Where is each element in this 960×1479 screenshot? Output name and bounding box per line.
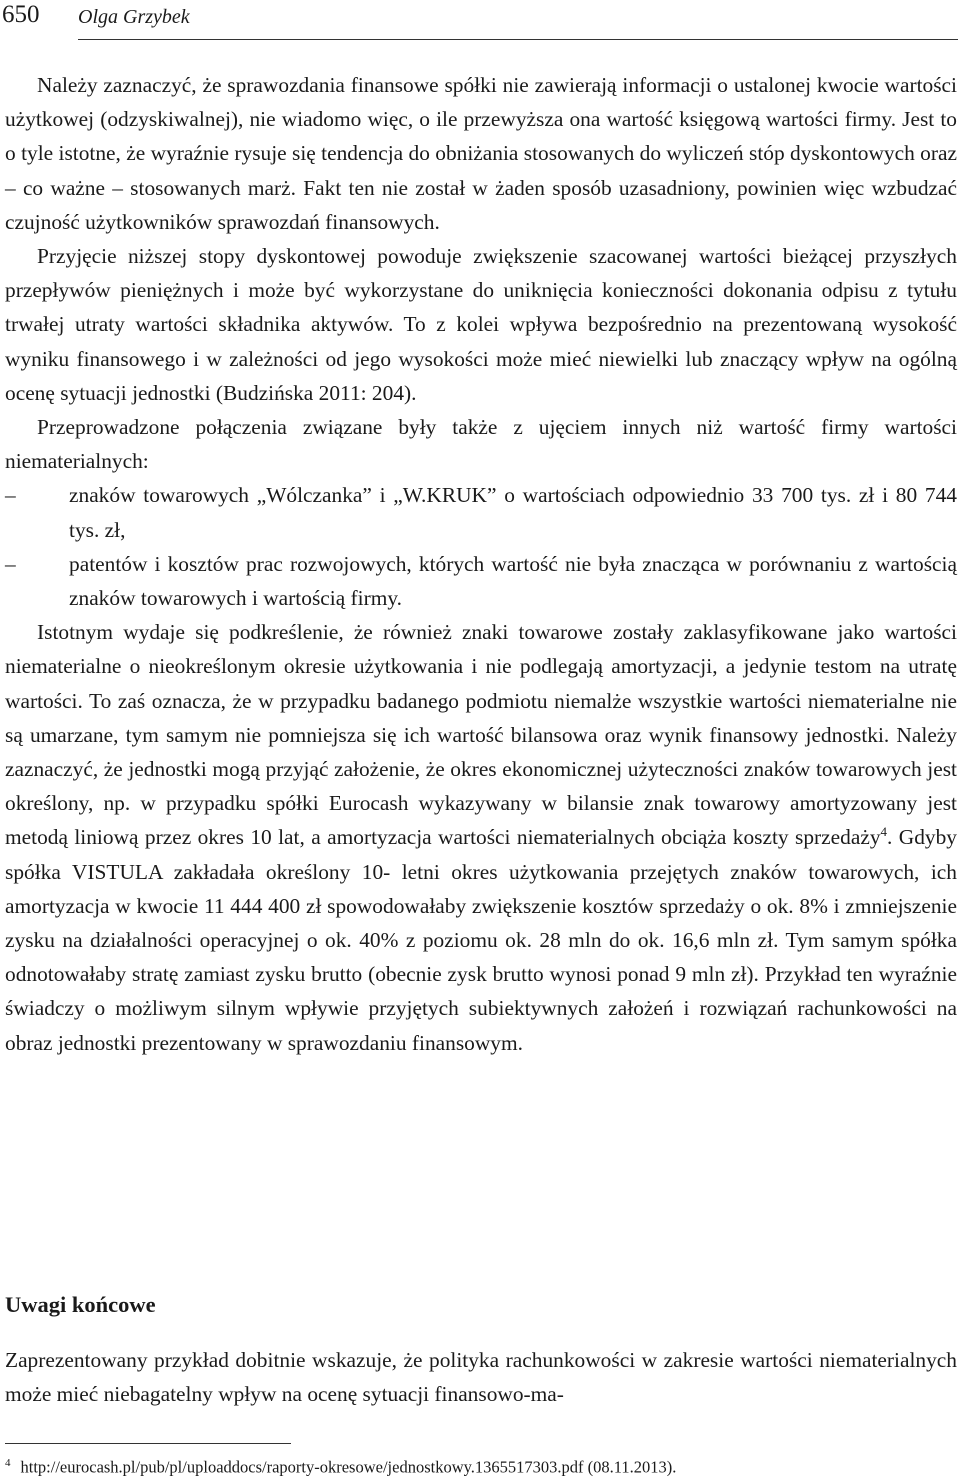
footnote-reference[interactable]: 4 (880, 824, 888, 840)
paragraph: Zaprezentowany przykład dobitnie wskazuje, że polityka rachunkowości w zakresie wartości niematerialnych może mieć niebagatelny wpływ na ocenę sytuacji finansowo-ma- (5, 1348, 957, 1407)
page-header (0, 0, 960, 40)
footnote-url[interactable]: http://eurocash.pl/pub/pl/uploaddocs/raporty-okresowe/jednostkowy.1365517303.pdf (08.11.2013). (20, 1457, 677, 1477)
header-rule (78, 39, 958, 40)
list-item (5, 478, 957, 546)
paragraph (5, 615, 957, 1060)
running-head-author: Olga Grzybek (78, 6, 190, 28)
paragraph: Przyjęcie niższej stopy dyskontowej powoduje zwiększenie szacowanej wartości bieżącej przyszłych przepływów pieniężnych i może być wykorzystane do uniknięcia konieczności dokonania odpisu z tytułu trwałej utraty wartości składnika aktywów. To z kolei wpływa bezpośrednio na prezentowaną wysokość wyniku finansowego i w zależności od jego wysokości może mieć niewielki lub znaczący wpływ na ogólną ocenę sytuacji jednostki (Budzińska 2011: 204). (5, 244, 957, 405)
section-title: Uwagi końcowe (5, 1292, 156, 1317)
section-text (5, 1343, 957, 1411)
footnote-number: 4 (5, 1457, 11, 1469)
list-item-text: znaków towarowych „Wólczanka” i „W.KRUK” o wartościach odpowiednio 33 700 tys. zł i 80 744 tys. zł, (69, 483, 957, 542)
list-item-text: patentów i kosztów prac rozwojowych, których wartość nie była znacząca w porównaniu z wartością znaków towarowych i wartością firmy. (69, 551, 957, 611)
list-dash: – (5, 483, 16, 508)
page-number: 650 (2, 1, 40, 28)
footnote-rule (5, 1443, 291, 1444)
list-item (5, 547, 957, 615)
intangible-assets-list (5, 478, 957, 615)
paragraph: Należy zaznaczyć, że sprawozdania finansowe spółki nie zawierają informacji o ustalonej kwocie wartości użytkowej (odzyskiwalnej), nie wiadomo więc, o ile przewyższa ona wartość księgową wartości firmy. Jest to o tyle istotne, że wyraźnie rysuje się tendencja do obniżania stosowanych do wyliczeń stóp dyskontowych oraz – co ważne – stosowanych marż. Fakt ten nie został w żaden sposób uzasadniony, powinien więc wzbudzać czujność użytkowników sprawozdań finansowych. (5, 73, 957, 234)
footnote (5, 1452, 955, 1479)
paragraph: Przeprowadzone połączenia związane były także z ujęciem innych niż wartość firmy wartości niematerialnych: (5, 415, 957, 474)
paragraph-text: Istotnym wydaje się podkreślenie, że również znaki towarowe zostały zaklasyfikowane jako wartości niematerialne o nieokreślonym okresie użytkowania i nie podlegają amortyzacji, a jedynie testom na utratę wartości. To zaś oznacza, że w przypadku badanego podmiotu niemalże wszystkie wartości niematerialne nie są umarzane, tym samym nie pomniejsza się ich wartość bilansowa oraz wynik finansowy jednostki. Należy zaznaczyć, że jednostki mogą przyjąć założenie, że okres ekonomicznej użyteczności znaków towarowych jest określony, np. w przypadku spółki Eurocash wykazywany w bilansie znak towarowy amortyzowany jest metodą liniową przez okres 10 lat, a amortyzacja wartości niematerialnych obciąża koszty sprzedaży (5, 620, 957, 850)
paragraph-text: . Gdyby spółka VISTULA zakładała określony 10- letni okres użytkowania przejętych znaków towarowych, ich amortyzacja w kwocie 11 444 400 zł spowodowałaby zwiększenie kosztów sprzedaży o ok. 8% i zmniejszenie zysku na działalności operacyjnej o ok. 40% z poziomu ok. 28 mln do ok. 16,6 mln zł. Tym samym spółka odnotowałaby stratę zamiast zysku brutto (obecnie zysk brutto wynosi ponad 9 mln zł). Przykład ten wyraźnie świadczy o możliwym silnym wpływie przyjętych subiektywnych założeń i rozwiązań rachunkowości na obraz jednostki prezentowany w sprawozdaniu finansowym. (5, 825, 958, 1055)
main-text (5, 68, 957, 1060)
list-dash: – (5, 551, 16, 576)
